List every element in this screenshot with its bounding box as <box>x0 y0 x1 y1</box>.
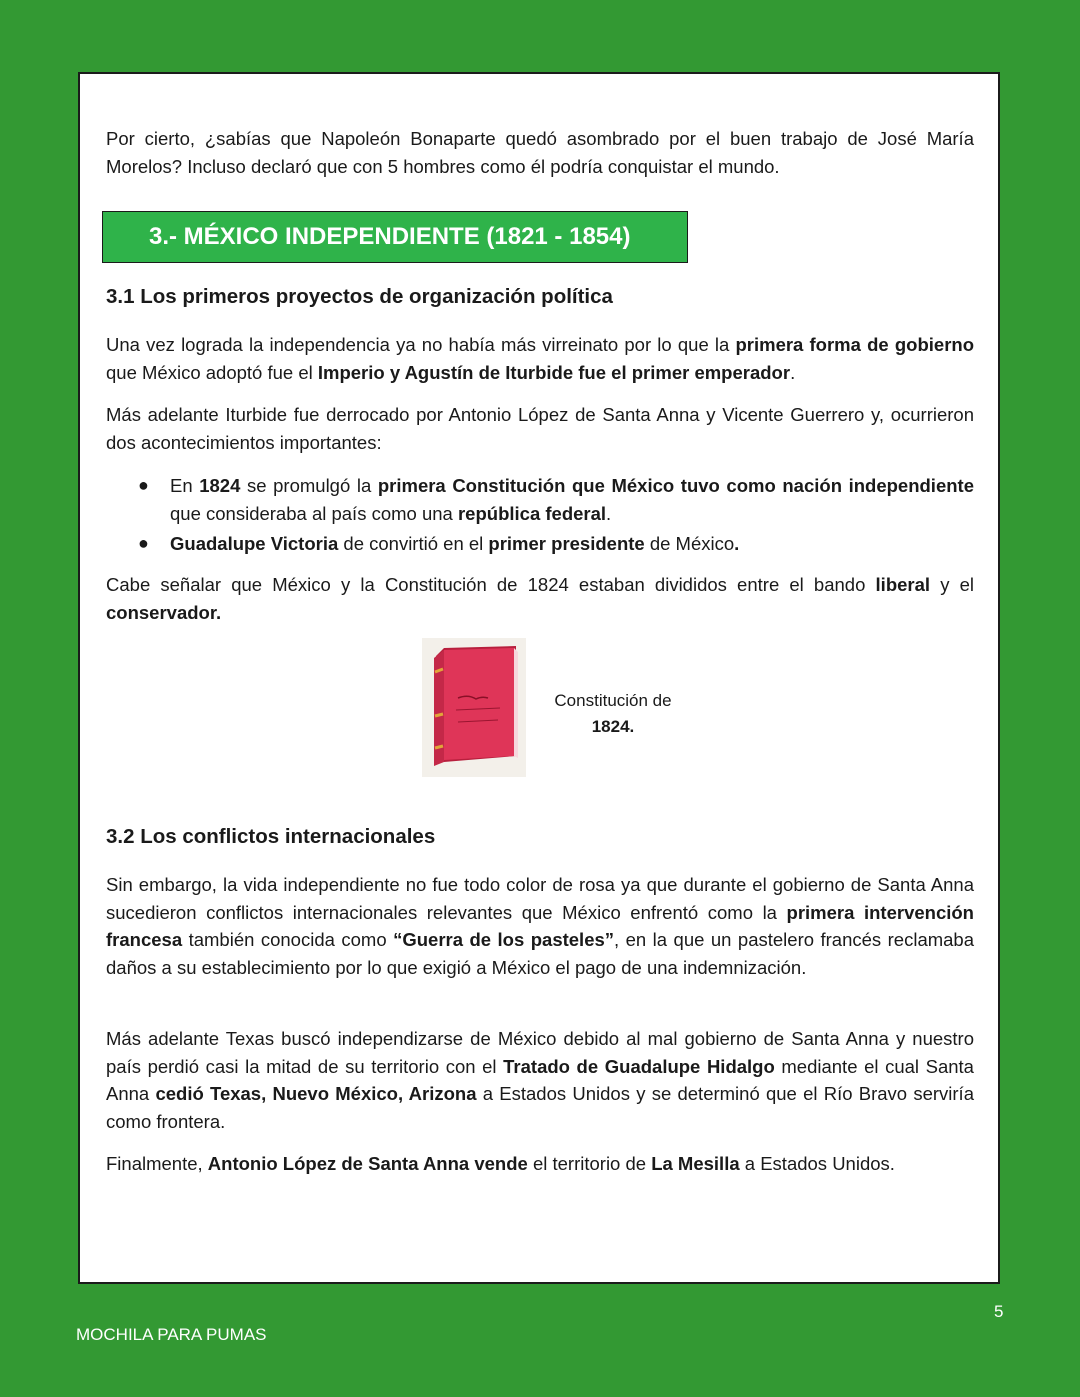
paragraph-texas: Más adelante Texas buscó independizarse de México debido al mal gobierno de Santa Anna y nuestro país perdió casi la mitad de su territorio con el Tratado de Guadalupe Hidalgo mediante el cual Santa Anna cedió Texas, Nuevo México, Arizona a Estados Unidos y se determinó que el Río Bravo serviría como frontera. <box>106 1028 974 1132</box>
subsection-3-2-title: 3.2 Los conflictos internacionales <box>106 825 436 848</box>
figure-caption: Constitución de 1824. <box>554 691 672 736</box>
intro-paragraph: Por cierto, ¿sabías que Napoleón Bonaparte quedó asombrado por el buen trabajo de José María Morelos? Incluso declaró que con 5 hombres como él podría conquistar el mundo. <box>106 128 974 177</box>
bullet-icon: ● <box>138 475 149 495</box>
footer-brand: MOCHILA PARA PUMAS <box>76 1325 267 1344</box>
constitution-book-image <box>422 638 526 777</box>
paragraph-la-mesilla: Finalmente, Antonio López de Santa Anna vende el territorio de La Mesilla a Estados Unidos. <box>106 1153 895 1174</box>
events-list <box>106 472 974 558</box>
page-card <box>78 72 1000 1284</box>
list-item: ● En 1824 se promulgó la primera Constitución que México tuvo como nación independiente que consideraba al país como una república federal. <box>106 472 974 527</box>
paragraph-liberal-conservative: Cabe señalar que México y la Constitución de 1824 estaban divididos entre el bando liberal y el conservador. <box>106 574 975 623</box>
list-item: ● Guadalupe Victoria de convirtió en el primer presidente de México. <box>106 530 974 558</box>
paragraph-first-government: Una vez lograda la independencia ya no había más virreinato por lo que la primera forma de gobierno que México adoptó fue el Imperio y Agustín de Iturbide fue el primer emperador. <box>106 334 974 383</box>
bullet-icon: ● <box>138 533 149 553</box>
section-3-banner: 3.- MÉXICO INDEPENDIENTE (1821 - 1854) <box>102 211 688 263</box>
paragraph-iturbide-overthrown: Más adelante Iturbide fue derrocado por Antonio López de Santa Anna y Vicente Guerrero y, ocurrieron dos acontecimientos importantes: <box>106 404 974 453</box>
book-icon <box>422 638 526 777</box>
page-number: 5 <box>994 1302 1004 1321</box>
paragraph-pastry-war: Sin embargo, la vida independiente no fue todo color de rosa ya que durante el gobierno de Santa Anna sucedieron conflictos internacionales relevantes que México enfrentó como la primera intervención francesa también conocida como “Guerra de los pasteles”, en la que un pastelero francés reclamaba daños a su establecimiento por lo que exigió a México el pago de una indemnización. <box>106 874 975 978</box>
subsection-3-1-title: 3.1 Los primeros proyectos de organización política <box>106 285 613 308</box>
